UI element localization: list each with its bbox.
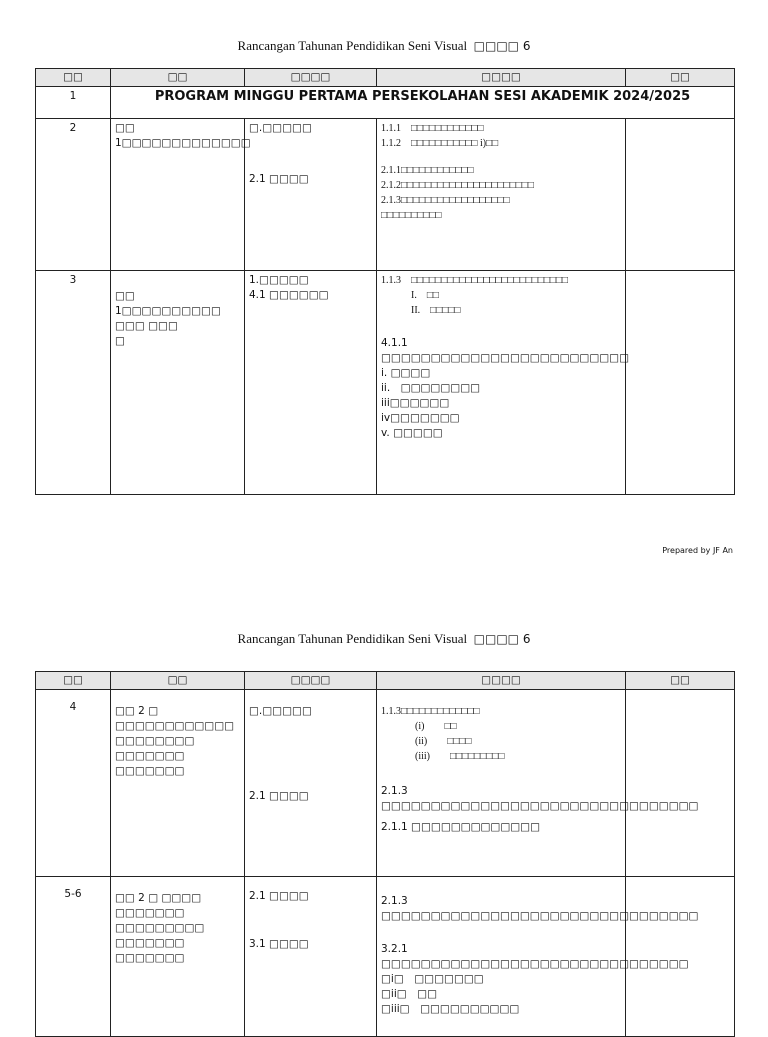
table-row (36, 690, 735, 877)
header-notes: □□ (626, 69, 735, 87)
unit-text: □ (115, 335, 125, 347)
learning-line: □□□□□□□□□□□□□□□□□□□□□□□□□□□□□□□ (381, 958, 689, 970)
learning-line: iv□□□□□□□ (381, 412, 460, 424)
learning-line: II. □□□□□ (411, 305, 461, 316)
learning-line: 1.1.2 □□□□□□□□□□□ i)□□ (381, 138, 499, 149)
unit-text: □□□□□□□ (115, 937, 185, 949)
learning-cell (377, 271, 630, 495)
learning-cell (377, 119, 626, 271)
unit-text: □□ (115, 290, 135, 302)
page1-title (0, 38, 768, 54)
standard-text: 2.1 □□□□ (249, 790, 309, 802)
unit-cell (111, 877, 245, 1037)
standard-text: 3.1 □□□□ (249, 938, 309, 950)
table-header (36, 672, 735, 690)
unit-text: □□□□□□□□□ (115, 922, 205, 934)
learning-line: (iii) □□□□□□□□□ (415, 751, 505, 762)
learning-line: (ii) □□□□ (415, 736, 472, 747)
prepared-by: Prepared by JF An (662, 546, 733, 555)
standard-text: 1.□□□□□ (249, 274, 309, 286)
learning-line: □□□□□□□□□□□□□□□□□□□□□□□□□ (381, 352, 630, 364)
learning-line: ii. □□□□□□□□ (381, 382, 481, 394)
standard-text: □.□□□□□ (249, 122, 312, 134)
unit-text: □□□□□□□ (115, 765, 185, 777)
table-header (36, 69, 735, 87)
learning-line: v. □□□□□ (381, 427, 443, 439)
plan-table-1 (35, 68, 735, 495)
standard-text: 2.1 □□□□ (249, 890, 309, 902)
title-suffix: □□□□ 6 (473, 39, 531, 53)
title-suffix: □□□□ 6 (473, 632, 531, 646)
standard-cell (245, 877, 377, 1037)
standard-cell (245, 690, 377, 877)
header-learning: □□□□ (377, 672, 626, 690)
learning-line: 4.1.1 (381, 337, 408, 349)
notes-cell (626, 119, 735, 271)
header-notes: □□ (626, 672, 735, 690)
unit-text: 1□□□□□□□□□□ (115, 305, 221, 317)
header-standard: □□□□ (245, 69, 377, 87)
notes-cell (626, 690, 735, 877)
unit-cell (111, 119, 251, 271)
learning-line: 3.2.1 (381, 943, 408, 955)
plan-table-2 (35, 671, 735, 1037)
standard-text: 4.1 □□□□□□ (249, 289, 329, 301)
title-text: Rancangan Tahunan Pendidikan Seni Visual (237, 631, 468, 646)
learning-line: 2.1.2□□□□□□□□□□□□□□□□□□□□□□ (381, 180, 534, 191)
unit-cell (111, 690, 245, 877)
unit-text: □□ 2 □ □□□□ □□□□□□□ (115, 892, 202, 919)
week-cell: 3 (36, 271, 111, 495)
learning-line: □□□□□□□□□□□□□□□□□□□□□□□□□□□□□□□□ (381, 910, 699, 922)
unit-text: □□□□□□□□ (115, 735, 195, 747)
standard-cell (245, 119, 377, 271)
header-week: □□ (36, 672, 111, 690)
standard-text: □.□□□□□ (249, 705, 312, 717)
learning-line: 2.1.3 (381, 895, 408, 907)
week-cell: 5-6 (36, 877, 111, 1037)
header-unit: □□ (111, 672, 245, 690)
learning-line: 1.1.1 □□□□□□□□□□□□ (381, 123, 484, 134)
learning-cell (377, 690, 699, 877)
unit-cell (111, 271, 245, 495)
learning-line: □iii□ □□□□□□□□□□ (381, 1003, 520, 1015)
standard-cell (245, 271, 377, 495)
learning-line: 1.1.3□□□□□□□□□□□□□ (381, 706, 480, 717)
learning-line: 2.1.1□□□□□□□□□□□□ (381, 165, 474, 176)
header-unit: □□ (111, 69, 245, 87)
table-row (36, 271, 735, 495)
learning-line: (i) □□ (415, 721, 457, 732)
week-cell: 1 (36, 87, 111, 119)
learning-line: i. □□□□ (381, 367, 431, 379)
learning-line: 2.1.3□□□□□□□□□□□□□□□□□□ (381, 195, 510, 206)
week-cell: 4 (36, 690, 111, 877)
learning-line: □□□□□□□□□□ (381, 210, 442, 221)
header-standard: □□□□ (245, 672, 377, 690)
learning-line: □ii□ □□ (381, 988, 438, 1000)
page2-title (0, 631, 768, 647)
unit-text: □□□ □□□ (115, 320, 178, 332)
standard-text: 2.1 □□□□ (249, 173, 309, 185)
learning-line: □□□□□□□□□□□□□□□□□□□□□□□□□□□□□□□□ (381, 800, 699, 812)
table-row (36, 87, 735, 119)
learning-line: 2.1.3 (381, 785, 408, 797)
learning-line: □i□ □□□□□□□ (381, 973, 484, 985)
unit-text: □□□□□□□ (115, 750, 185, 762)
learning-line: iii□□□□□□ (381, 397, 450, 409)
unit-text: □□□□□□□ (115, 952, 185, 964)
header-week: □□ (36, 69, 111, 87)
banner-cell: PROGRAM MINGGU PERTAMA PERSEKOLAHAN SESI AKADEMIK 2024/2025 (111, 87, 735, 119)
unit-text: □□ 2 □ □□□□□□□□□□□□ (115, 705, 235, 732)
learning-line: I. □□ (411, 290, 439, 301)
week-cell: 2 (36, 119, 111, 271)
unit-text: □□ 1□□□□□□□□□□□□□ (115, 122, 251, 149)
table-row (36, 877, 735, 1037)
learning-cell (377, 877, 699, 1037)
title-text: Rancangan Tahunan Pendidikan Seni Visual (237, 38, 468, 53)
notes-cell (626, 877, 735, 1037)
notes-cell (626, 271, 735, 495)
header-learning: □□□□ (377, 69, 626, 87)
table-row (36, 119, 735, 271)
learning-line: 2.1.1 □□□□□□□□□□□□□ (381, 821, 541, 833)
learning-line: 1.1.3 □□□□□□□□□□□□□□□□□□□□□□□□□□ (381, 275, 569, 286)
